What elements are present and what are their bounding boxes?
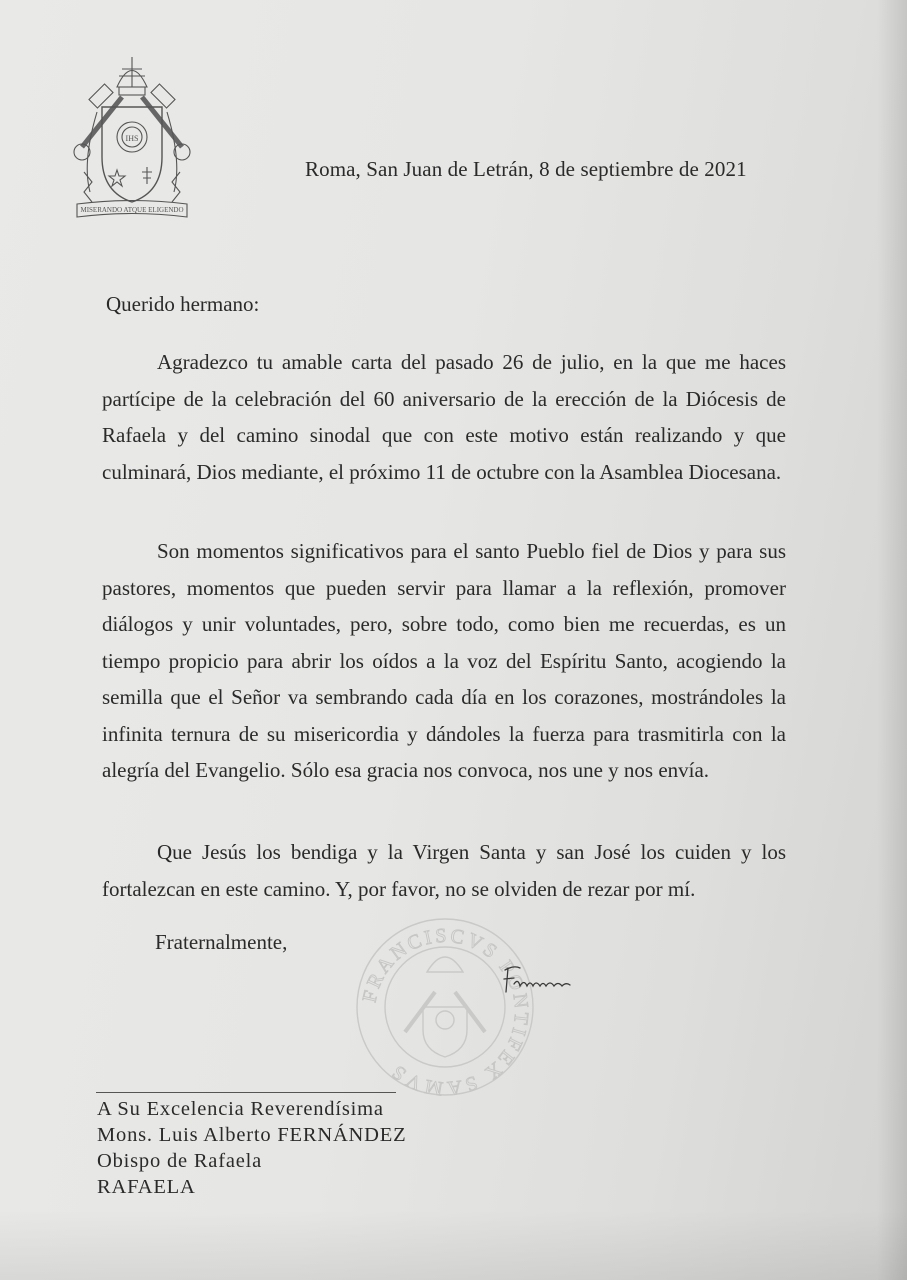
nard-icon xyxy=(142,167,152,184)
embossed-seal xyxy=(345,912,545,1102)
page-shadow-right xyxy=(877,0,907,1280)
motto-text: MISERANDO ATQUE ELIGENDO xyxy=(80,206,184,214)
shield-icon xyxy=(102,107,162,202)
body-paragraph-1: Agradezco tu amable carta del pasado 26 de julio, en la que me haces partícipe de la celebración del 60 aniversario de la erección de la Diócesis de Rafaela y del camino sinodal que con este motivo están realizando y que culminará, Dios mediante, el próximo 11 de octubre con la Asamblea Diocesana. xyxy=(102,350,786,484)
seal-inscription: FRANCISCVS PONTIFEX SAMVS xyxy=(358,924,533,1100)
seal-shield-icon xyxy=(423,1007,467,1057)
address-line-4: RAFAELA xyxy=(97,1176,196,1198)
address-line-1: A Su Excelencia Reverendísima xyxy=(97,1098,384,1120)
salutation: Querido hermano: xyxy=(106,292,260,316)
closing: Fraternalmente, xyxy=(155,930,288,954)
address-line-2: Mons. Luis Alberto FERNÁNDEZ xyxy=(97,1124,407,1146)
papal-coat-of-arms xyxy=(62,52,202,227)
page-shadow-bottom xyxy=(0,1210,907,1280)
seal-mitre-icon xyxy=(427,957,463,972)
svg-text:IHS: IHS xyxy=(125,134,139,143)
body-paragraph-2: Son momentos significativos para el santo Pueblo fiel de Dios y para sus pastores, momentos que pueden servir para llamar a la reflexión, promover diálogos y unir voluntades, pero, sobre todo, como bien me recuerdas, es un tiempo propicio para abrir los oídos a la voz del Espíritu Santo, acogiendo la semilla que el Señor va sembrando cada día en los corazones, mostrándoles la infinita ternura de su misericordia y dándoles la fuerza para trasmitirla con la alegría del Evangelio. Sólo esa gracia nos convoca, nos une y nos envía. xyxy=(102,539,786,782)
date-line: Roma, San Juan de Letrán, 8 de septiembre de 2021 xyxy=(305,157,747,181)
address-divider xyxy=(96,1092,396,1093)
recipient-address xyxy=(97,1096,406,1200)
star-icon xyxy=(109,170,125,186)
handwritten-signature xyxy=(500,962,580,996)
address-line-3: Obispo de Rafaela xyxy=(97,1150,263,1172)
body-paragraph-3: Que Jesús los bendiga y la Virgen Santa y san José los cuiden y los fortalezcan en este camino. Y, por favor, no se olviden de rezar por mí. xyxy=(102,840,786,901)
